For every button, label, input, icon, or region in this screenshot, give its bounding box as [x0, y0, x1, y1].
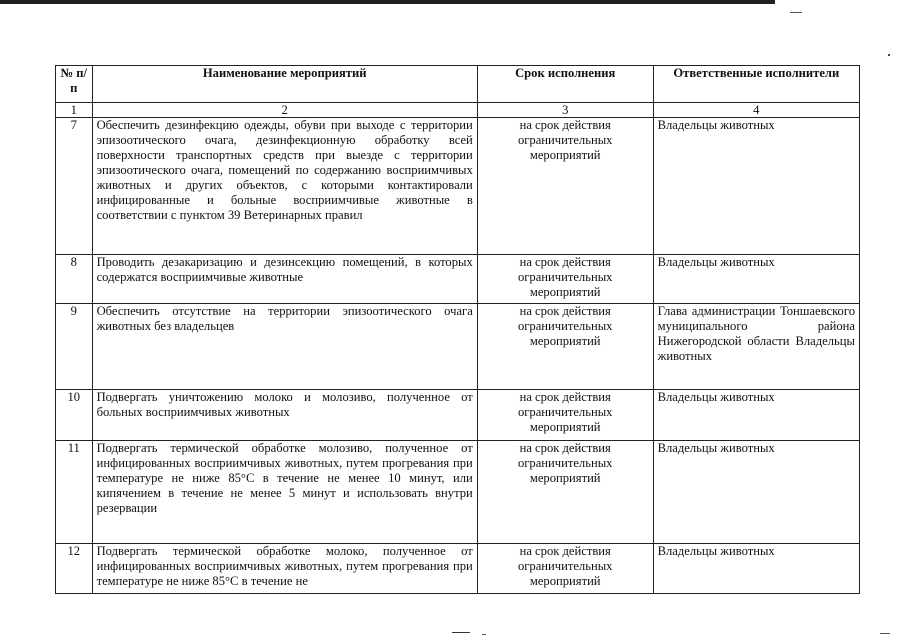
table-row [56, 118, 860, 255]
scan-mark [880, 633, 890, 634]
row-responsible: Владельцы животных [653, 544, 859, 594]
row-term: на срок действия ограничительных мероприятий [477, 255, 653, 304]
row-name: Подвергать термической обработке молозиво, полученное от инфицированных восприимчивых животных, путем прогревания при температуре не ниже 85°С в течение не менее 10 минут, или кипячением в течение не менее 5 минут и использовать внутри резервации [92, 441, 477, 544]
table-header-row [56, 66, 860, 103]
row-num: 9 [56, 304, 93, 390]
row-num: 12 [56, 544, 93, 594]
row-responsible: Владельцы животных [653, 255, 859, 304]
column-number-row [56, 103, 860, 118]
header-num-text: № п/п [60, 66, 88, 95]
header-responsible [653, 66, 859, 103]
row-responsible: Владельцы животных [653, 390, 859, 441]
row-name: Обеспечить дезинфекцию одежды, обуви при выходе с территории эпизоотического очага, дезинфекционную обработку всей поверхности транспортных средств при выезде с территории эпизоотического очага, помещений по содержанию восприимчивых животных и других объектов, с которыми контактировали инфицированные и больные восприимчивые животные в соответствии с пунктом 39 Ветеринарных правил [92, 118, 477, 255]
header-responsible-text: Ответственные исполнители [673, 66, 840, 80]
row-term: на срок действия ограничительных мероприятий [477, 441, 653, 544]
measures-table [55, 65, 860, 594]
row-term: на срок действия ограничительных мероприятий [477, 390, 653, 441]
row-name: Подвергать уничтожению молоко и молозиво, полученное от больных восприимчивых животных [92, 390, 477, 441]
row-num: 8 [56, 255, 93, 304]
scan-mark [888, 54, 890, 56]
header-name-text: Наименование мероприятий [202, 66, 367, 80]
table-row [56, 390, 860, 441]
column-number: 1 [56, 103, 93, 118]
row-responsible: Владельцы животных [653, 118, 859, 255]
row-responsible: Глава администрации Тоншаевского муниципального района Нижегородской области Владельцы животных [653, 304, 859, 390]
table-row [56, 304, 860, 390]
column-number: 2 [92, 103, 477, 118]
row-term: на срок действия ограничительных мероприятий [477, 118, 653, 255]
column-number: 4 [653, 103, 859, 118]
row-num: 10 [56, 390, 93, 441]
row-term: на срок действия ограничительных мероприятий [477, 304, 653, 390]
row-name: Подвергать термической обработке молоко, полученное от инфицированных восприимчивых животных, путем прогревания при температуре не ниже 85°С в течение не [92, 544, 477, 594]
row-responsible: Владельцы животных [653, 441, 859, 544]
table-row [56, 441, 860, 544]
row-num: 7 [56, 118, 93, 255]
scan-edge-top [0, 0, 775, 4]
column-number: 3 [477, 103, 653, 118]
scan-mark [482, 634, 486, 635]
row-num: 11 [56, 441, 93, 544]
scan-mark [790, 12, 802, 13]
header-term [477, 66, 653, 103]
row-name: Проводить дезакаризацию и дезинсекцию помещений, в которых содержатся восприимчивые животные [92, 255, 477, 304]
row-name: Обеспечить отсутствие на территории эпизоотического очага животных без владельцев [92, 304, 477, 390]
table-row [56, 255, 860, 304]
header-num [56, 66, 93, 103]
header-name [92, 66, 477, 103]
scan-mark [452, 632, 470, 633]
table-row [56, 544, 860, 594]
header-term-text: Срок исполнения [515, 66, 616, 80]
row-term: на срок действия ограничительных мероприятий [477, 544, 653, 594]
